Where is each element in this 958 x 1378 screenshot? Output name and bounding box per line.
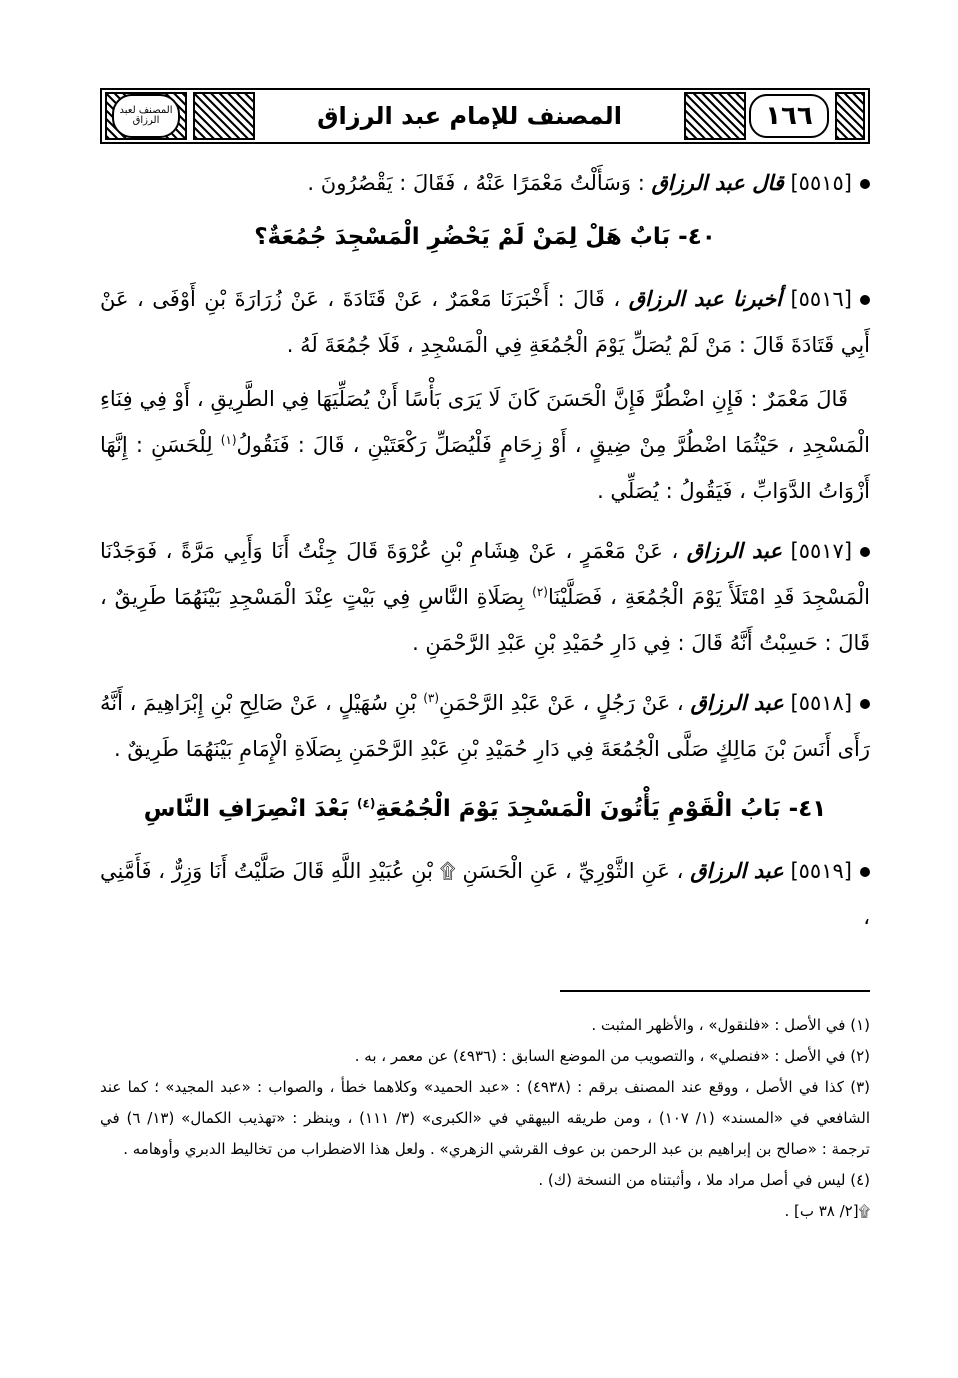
heading-text-b: بَعْدَ انْصِرَافِ النَّاسِ bbox=[143, 796, 350, 822]
hadith-number: [٥٥١٦] bbox=[790, 287, 852, 311]
hadith-5518 bbox=[100, 680, 870, 772]
narrator: عبد الرزاق bbox=[690, 691, 784, 715]
hadith-5515 bbox=[100, 160, 870, 206]
bullet-icon bbox=[860, 295, 870, 305]
page-header bbox=[100, 88, 870, 144]
heading-text-a: ٤١- بَابُ الْقَوْمِ يَأْتُونَ الْمَسْجِدَ يَوْمَ الْجُمُعَةِ bbox=[375, 796, 827, 822]
chapter-heading-40: ٤٠- بَابٌ هَلْ لِمَنْ لَمْ يَحْضُرِ الْمَسْجِدَ جُمُعَةٌ؟ bbox=[254, 224, 716, 250]
hadith-text-a: ، عَنِ الثَّوْرِيِّ ، عَنِ الْحَسَنِ bbox=[462, 859, 684, 883]
footnote-4: (٤) ليس في أصل مراد ملا ، وأثبتناه من النسخة (ك) . bbox=[538, 1171, 870, 1189]
footnote-1: (١) في الأصل : «فلنقول» ، والأظهر المثبت . bbox=[591, 1016, 870, 1034]
hadith-text-a: ، عَنْ مَعْمَرٍ ، عَنْ هِشَامِ بْنِ عُرْوَةَ قَالَ جِئْتُ أَنَا وَأَبِي مَرَّةً ، فَوَجَدْنَا الْمَسْجِدَ قَدِ امْتَلَأَ يَوْمَ الْجُمُعَةِ ، فَصَلَّيْنَا bbox=[100, 539, 870, 609]
hadith-text-b: بِصَلَاةِ النَّاسِ فِي بَيْتٍ عِنْدَ الْمَسْجِدِ بَيْنَهُمَا طَرِيقٌ ، قَالَ : حَسِبْتُ أَنَّهُ قَالَ : فِي دَارِ حُمَيْدِ بْنِ عَبْدِ الرَّحْمَنِ . bbox=[100, 585, 870, 655]
hadith-text-b: بْنِ عُبَيْدِ اللَّهِ قَالَ صَلَّيْتُ أَنَا وَزِرٌّ ، فَأَمَّنِي ، bbox=[100, 859, 870, 929]
hadith-5517 bbox=[100, 528, 870, 666]
footnote-ref-3[interactable]: (٣) bbox=[423, 691, 440, 705]
narrator: أخبرنا عبد الرزاق bbox=[628, 287, 782, 311]
page-number: ١٦٦ bbox=[749, 94, 829, 138]
folio-marker: ۩[٢/ ٣٨ ب] . bbox=[784, 1202, 870, 1220]
bullet-icon bbox=[860, 179, 870, 189]
hadith-number: [٥٥١٧] bbox=[790, 539, 853, 563]
narrator: عبد الرزاق bbox=[686, 539, 782, 563]
hadith-number: [٥٥١٨] bbox=[790, 691, 853, 715]
hadith-text-a: ، عَنْ رَجُلٍ ، عَنْ عَبْدِ الرَّحْمَنِ bbox=[439, 691, 684, 715]
footnote-ref-4[interactable]: (٤) bbox=[357, 796, 376, 811]
chapter-heading-41 bbox=[100, 786, 870, 832]
commentary-text-a: قَالَ مَعْمَرٌ : فَإِنِ اضْطُرَّ فَإِنَّ الْحَسَنَ كَانَ لَا يَرَى بَأْسًا أَنْ يُصَلِّيَهَا فِي الطَّرِيقِ ، أَوْ فِي فِنَاءِ الْمَسْجِدِ ، حَيْثُمَا اضْطُرَّ مِنْ ضِيقٍ ، أَوْ زِحَامٍ فَلْيُصَلِّ رَكْعَتَيْنِ ، قَالَ : فَنَقُولُ bbox=[100, 387, 871, 457]
hadith-number: [٥٥١٥] bbox=[790, 171, 852, 195]
bullet-icon bbox=[860, 547, 870, 557]
main-text bbox=[100, 160, 870, 954]
narrator: عبد الرزاق bbox=[690, 859, 784, 883]
header-title: المصنف للإمام عبد الرزاق bbox=[317, 102, 622, 130]
bullet-icon bbox=[860, 699, 870, 709]
hadith-text-b: بْنِ سُهَيْلٍ ، عَنْ صَالِحِ بْنِ إِبْرَاهِيمَ ، أَنَّهُ رَأَى أَنَسَ بْنَ مَالِكٍ صَلَّى الْجُمُعَةَ فِي دَارِ حُمَيْدِ بْنِ عَبْدِ الرَّحْمَنِ بِصَلَاةِ الْإِمَامِ بَيْنَهُمَا طَرِيقٌ . bbox=[100, 691, 870, 761]
footnote-divider bbox=[560, 990, 870, 992]
hadith-5516 bbox=[100, 276, 870, 368]
commentary-mamar bbox=[100, 376, 870, 514]
manuscript-mark-icon: ۩ bbox=[439, 859, 456, 883]
footnote-3: (٣) كذا في الأصل ، ووقع عند المصنف برقم : (٤٩٣٨) : «عبد الحميد» وكلاهما خطأ ، والصواب : «عبد المجيد» ؛ كما عند الشافعي في «المسند» (١/ ١٠٧) ، ومن طريقه البيهقي في «الكبرى» (٣/ ١١١) ، وينظر : «تهذيب الكمال» (١٣/ ٦) في ترجمة : «صالح بن إبراهيم بن عبد الرحمن بن عوف القرشي الزهري» . ولعل هذا الاضطراب من تخاليط الدبري وأوهامه . bbox=[100, 1078, 871, 1158]
footnote-2: (٢) في الأصل : «فنصلي» ، والتصويب من الموضع السابق : (٤٩٣٦) عن معمر ، به . bbox=[354, 1047, 870, 1065]
narrator: قال عبد الرزاق bbox=[651, 171, 784, 195]
commentary-text-b: لِلْحَسَنِ : إِنَّهَا أَزْوَاتُ الدَّوَابِّ ، فَيَقُولُ : يُصَلِّي . bbox=[100, 433, 870, 503]
header-ornament-right bbox=[835, 92, 865, 140]
footnote-ref-2[interactable]: (٢) bbox=[532, 585, 548, 599]
hadith-text: ، قَالَ : أَخْبَرَنَا مَعْمَرٌ ، عَنْ قَتَادَةَ ، عَنْ زُرَارَةَ بْنِ أَوْفَى ، عَنْ أَبِي قَتَادَةَ قَالَ : مَنْ لَمْ يُصَلِّ يَوْمَ الْجُمُعَةِ فِي الْمَسْجِدِ ، فَلَا جُمُعَةَ لَهُ . bbox=[100, 287, 870, 357]
footnotes bbox=[100, 1010, 870, 1227]
header-ornament-mid-right bbox=[684, 92, 746, 140]
hadith-5519 bbox=[100, 848, 870, 940]
book-seal: المصنف لعبد الرزاق bbox=[112, 94, 180, 138]
header-ornament-left bbox=[105, 92, 187, 140]
bullet-icon bbox=[860, 867, 870, 877]
footnote-ref-1[interactable]: (١) bbox=[220, 433, 237, 447]
header-ornament-mid-left bbox=[193, 92, 255, 140]
hadith-text: : وَسَأَلْتُ مَعْمَرًا عَنْهُ ، فَقَالَ : يَقْصُرُونَ . bbox=[307, 171, 645, 195]
hadith-number: [٥٥١٩] bbox=[790, 859, 852, 883]
